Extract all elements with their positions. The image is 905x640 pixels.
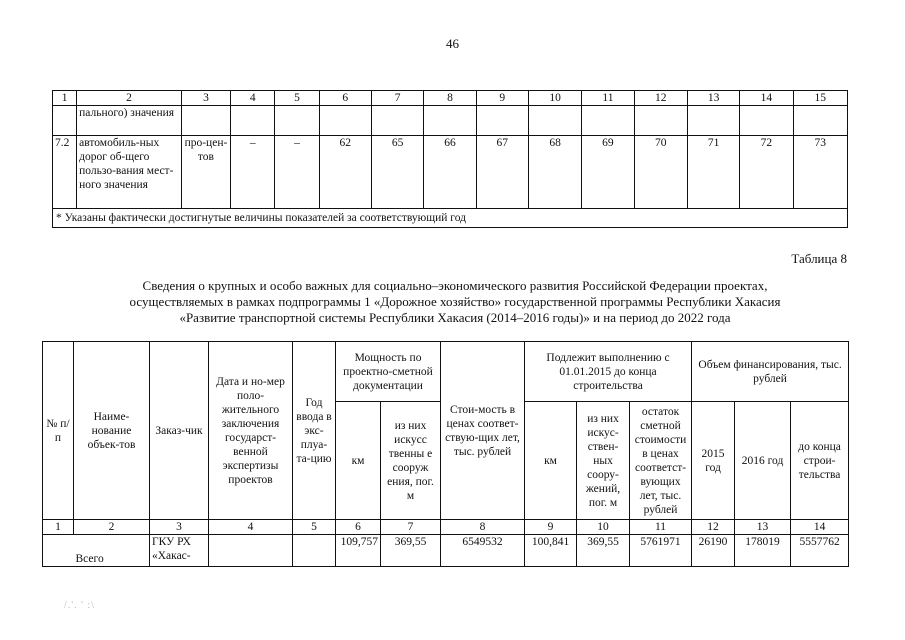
col-num: 11: [630, 520, 692, 535]
value: 5557762: [791, 535, 849, 567]
header-cost: Стои-мость в ценах соответ-ствую-щих лет, тыс. рублей: [441, 342, 525, 520]
table-label: Таблица 8: [791, 251, 847, 266]
col-num: 4: [209, 520, 293, 535]
table-caption: [60, 278, 850, 326]
footnote-row: [53, 209, 848, 228]
row-value: 65: [371, 136, 423, 209]
continuation-text: пального) значения: [77, 106, 182, 136]
col-num: 14: [791, 520, 849, 535]
row-value: 71: [687, 136, 739, 209]
header-numbers-row: [53, 91, 848, 106]
col-num: 3: [150, 520, 209, 535]
value: 6549532: [441, 535, 525, 567]
col-num: 5: [293, 520, 336, 535]
scan-mark: /.'. ' :\: [64, 600, 95, 611]
col-num: 10: [528, 91, 581, 106]
col-num: 13: [687, 91, 739, 106]
header-expertise: Дата и но-мер поло-жительного заключения государст-венной экспертизы проектов: [209, 342, 293, 520]
caption-line: Сведения о крупных и особо важных для социально–экономического развития Российской Федерации проектах,: [142, 278, 768, 293]
col-num: 15: [793, 91, 847, 106]
header-cap-art: из них искусс твенны е сооруж ения, пог. м: [381, 402, 441, 520]
header-financing: Объем финансирования, тыс. рублей: [692, 342, 849, 402]
col-num: 6: [319, 91, 371, 106]
customer: ГКУ РХ «Хакас-: [150, 535, 209, 567]
row-value: 73: [793, 136, 847, 209]
header-num: № п/п: [43, 342, 74, 520]
row-dash: –: [231, 136, 275, 209]
header-until-end: до конца строи-тельства: [791, 402, 849, 520]
continuation-row: [53, 106, 848, 136]
value: 369,55: [381, 535, 441, 567]
col-num: 7: [371, 91, 423, 106]
header-rem-km: км: [525, 402, 577, 520]
table-row-total: [43, 535, 849, 567]
value: 5761971: [630, 535, 692, 567]
header-remaining: Подлежит выполнению с 01.01.2015 до конца строительства: [525, 342, 692, 402]
header-cap-km: км: [336, 402, 381, 520]
col-num: 1: [53, 91, 77, 106]
row-unit: про-цен-тов: [181, 136, 230, 209]
col-num: 1: [43, 520, 74, 535]
header-year: Год ввода в экс-плуа-та-цию: [293, 342, 336, 520]
col-num: 11: [582, 91, 634, 106]
indicators-table-continuation: [52, 90, 848, 228]
col-num: 7: [381, 520, 441, 535]
header-rem-art: из них искус-ствен-ных соору-жений, пог. м: [577, 402, 630, 520]
header-capacity: Мощность по проектно-сметной документации: [336, 342, 441, 402]
col-num: 8: [441, 520, 525, 535]
row-value: 72: [740, 136, 793, 209]
projects-table: [42, 341, 849, 567]
header-customer: Заказ-чик: [150, 342, 209, 520]
row-value: 67: [476, 136, 528, 209]
footnote: * Указаны фактически достигнутые величины показателей за соответствующий год: [53, 209, 848, 228]
col-num: 6: [336, 520, 381, 535]
col-num: 9: [476, 91, 528, 106]
total-label: Всего: [74, 535, 150, 567]
col-num: 9: [525, 520, 577, 535]
row-value: 62: [319, 136, 371, 209]
col-num: 10: [577, 520, 630, 535]
row-name: автомобиль-ных дорог об-щего пользо-вания мест-ного значения: [77, 136, 182, 209]
col-num: 2: [74, 520, 150, 535]
header-2015: 2015 год: [692, 402, 735, 520]
header-name: Наиме-нование объек-тов: [74, 342, 150, 520]
caption-line: «Развитие транспортной системы Республики Хакасия (2014–2016 годы)» и на период до 2022 года: [179, 310, 731, 325]
col-num: 13: [735, 520, 791, 535]
header-rem-cost: остаток сметной стоимости в ценах соответст-вующих лет, тыс. рублей: [630, 402, 692, 520]
page-number: 46: [446, 36, 459, 51]
col-num: 12: [634, 91, 687, 106]
column-numbers-row: [43, 520, 849, 535]
row-dash: –: [275, 136, 319, 209]
value: 100,841: [525, 535, 577, 567]
col-num: 8: [424, 91, 476, 106]
row-number: 7.2: [53, 136, 77, 209]
row-value: 66: [424, 136, 476, 209]
row-value: 69: [582, 136, 634, 209]
caption-line: осуществляемых в рамках подпрограммы 1 «Дорожное хозяйство» государственной программы Республики Хакасия: [129, 294, 781, 309]
col-num: 14: [740, 91, 793, 106]
col-num: 5: [275, 91, 319, 106]
row-value: 68: [528, 136, 581, 209]
col-num: 2: [77, 91, 182, 106]
value: 178019: [735, 535, 791, 567]
col-num: 12: [692, 520, 735, 535]
table-row: [53, 136, 848, 209]
header-2016: 2016 год: [735, 402, 791, 520]
value: 109,757: [336, 535, 381, 567]
col-num: 3: [181, 91, 230, 106]
value: 369,55: [577, 535, 630, 567]
col-num: 4: [231, 91, 275, 106]
value: 26190: [692, 535, 735, 567]
row-value: 70: [634, 136, 687, 209]
